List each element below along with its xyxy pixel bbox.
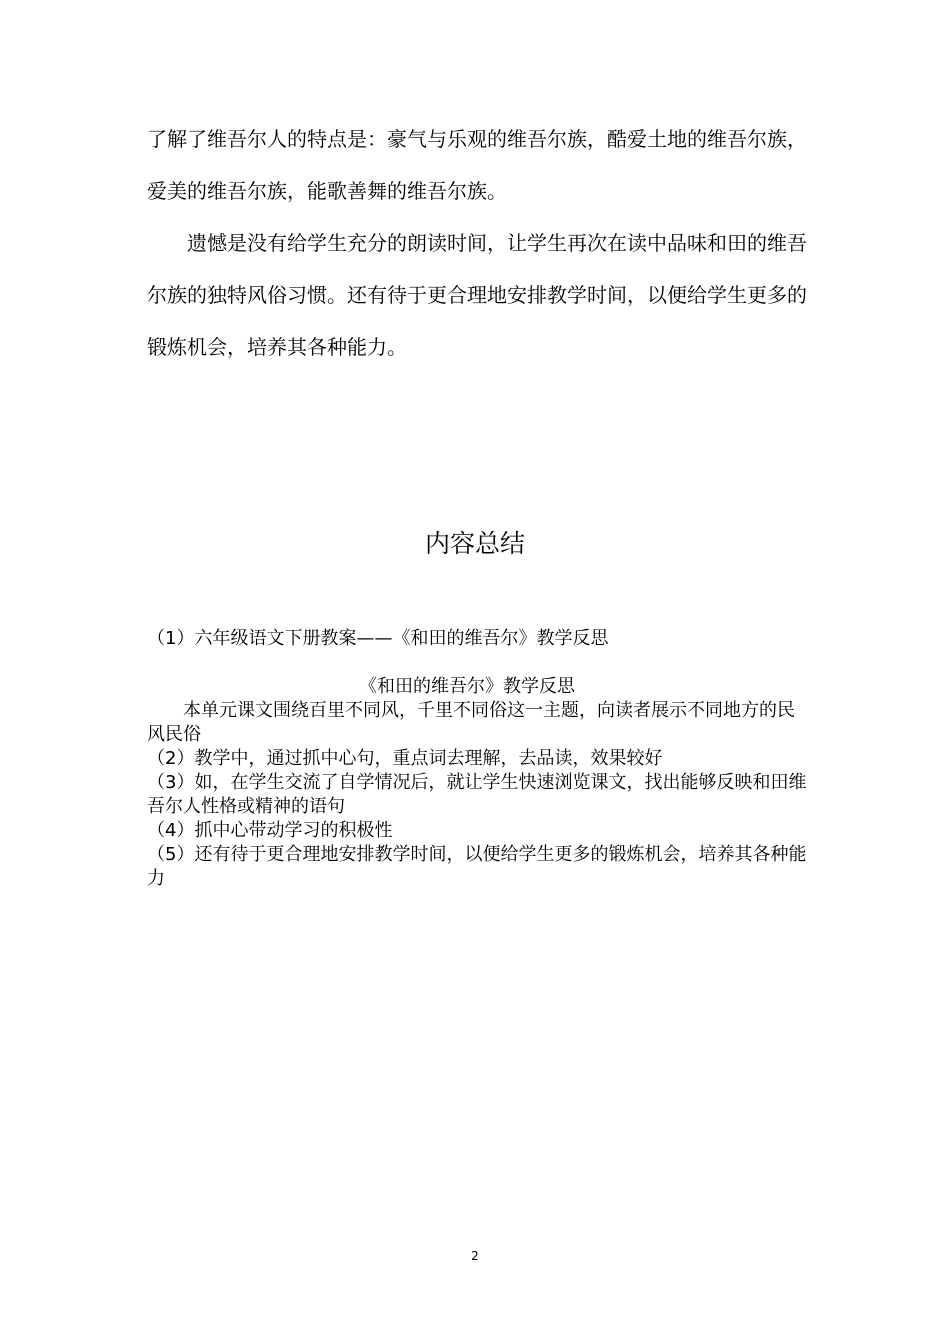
body-paragraph-2-text: 遗憾是没有给学生充分的朗读时间，让学生再次在读中品味和田的维吾尔族的独特风俗习惯。还有待于更合理地安排教学时间，以便给学生更多的锻炼机会，培养其各种能力。 bbox=[147, 231, 807, 359]
body-paragraph-2 bbox=[147, 217, 807, 373]
summary-subtitle: 《和田的维吾尔》教学反思 bbox=[359, 676, 575, 697]
summary-item-4: （4）抓中心带动学习的积极性 bbox=[147, 820, 393, 841]
summary-intro-text: 本单元课文围绕百里不同风，千里不同俗这一主题，向读者展示不同地方的民风民俗 bbox=[147, 700, 795, 745]
summary-item-2: （2）教学中，通过抓中心句，重点词去理解，去品读，效果较好 bbox=[147, 748, 663, 769]
body-paragraph-1: 了解了维吾尔人的特点是：豪气与乐观的维吾尔族，酷爱土地的维吾尔族，爱美的维吾尔族，能歌善舞的维吾尔族。 bbox=[147, 127, 807, 203]
summary-intro bbox=[147, 699, 807, 747]
summary-item-1: （1）六年级语文下册教案——《和田的维吾尔》教学反思 bbox=[147, 628, 609, 649]
summary-title: 内容总结 bbox=[424, 529, 525, 558]
summary-item-3: （3）如，在学生交流了自学情况后，就让学生快速浏览课文，找出能够反映和田维吾尔人性格或精神的语句 bbox=[147, 772, 807, 817]
page-number: 2 bbox=[471, 1249, 479, 1263]
summary-item-5: （5）还有待于更合理地安排教学时间，以便给学生更多的锻炼机会，培养其各种能力 bbox=[147, 844, 807, 889]
